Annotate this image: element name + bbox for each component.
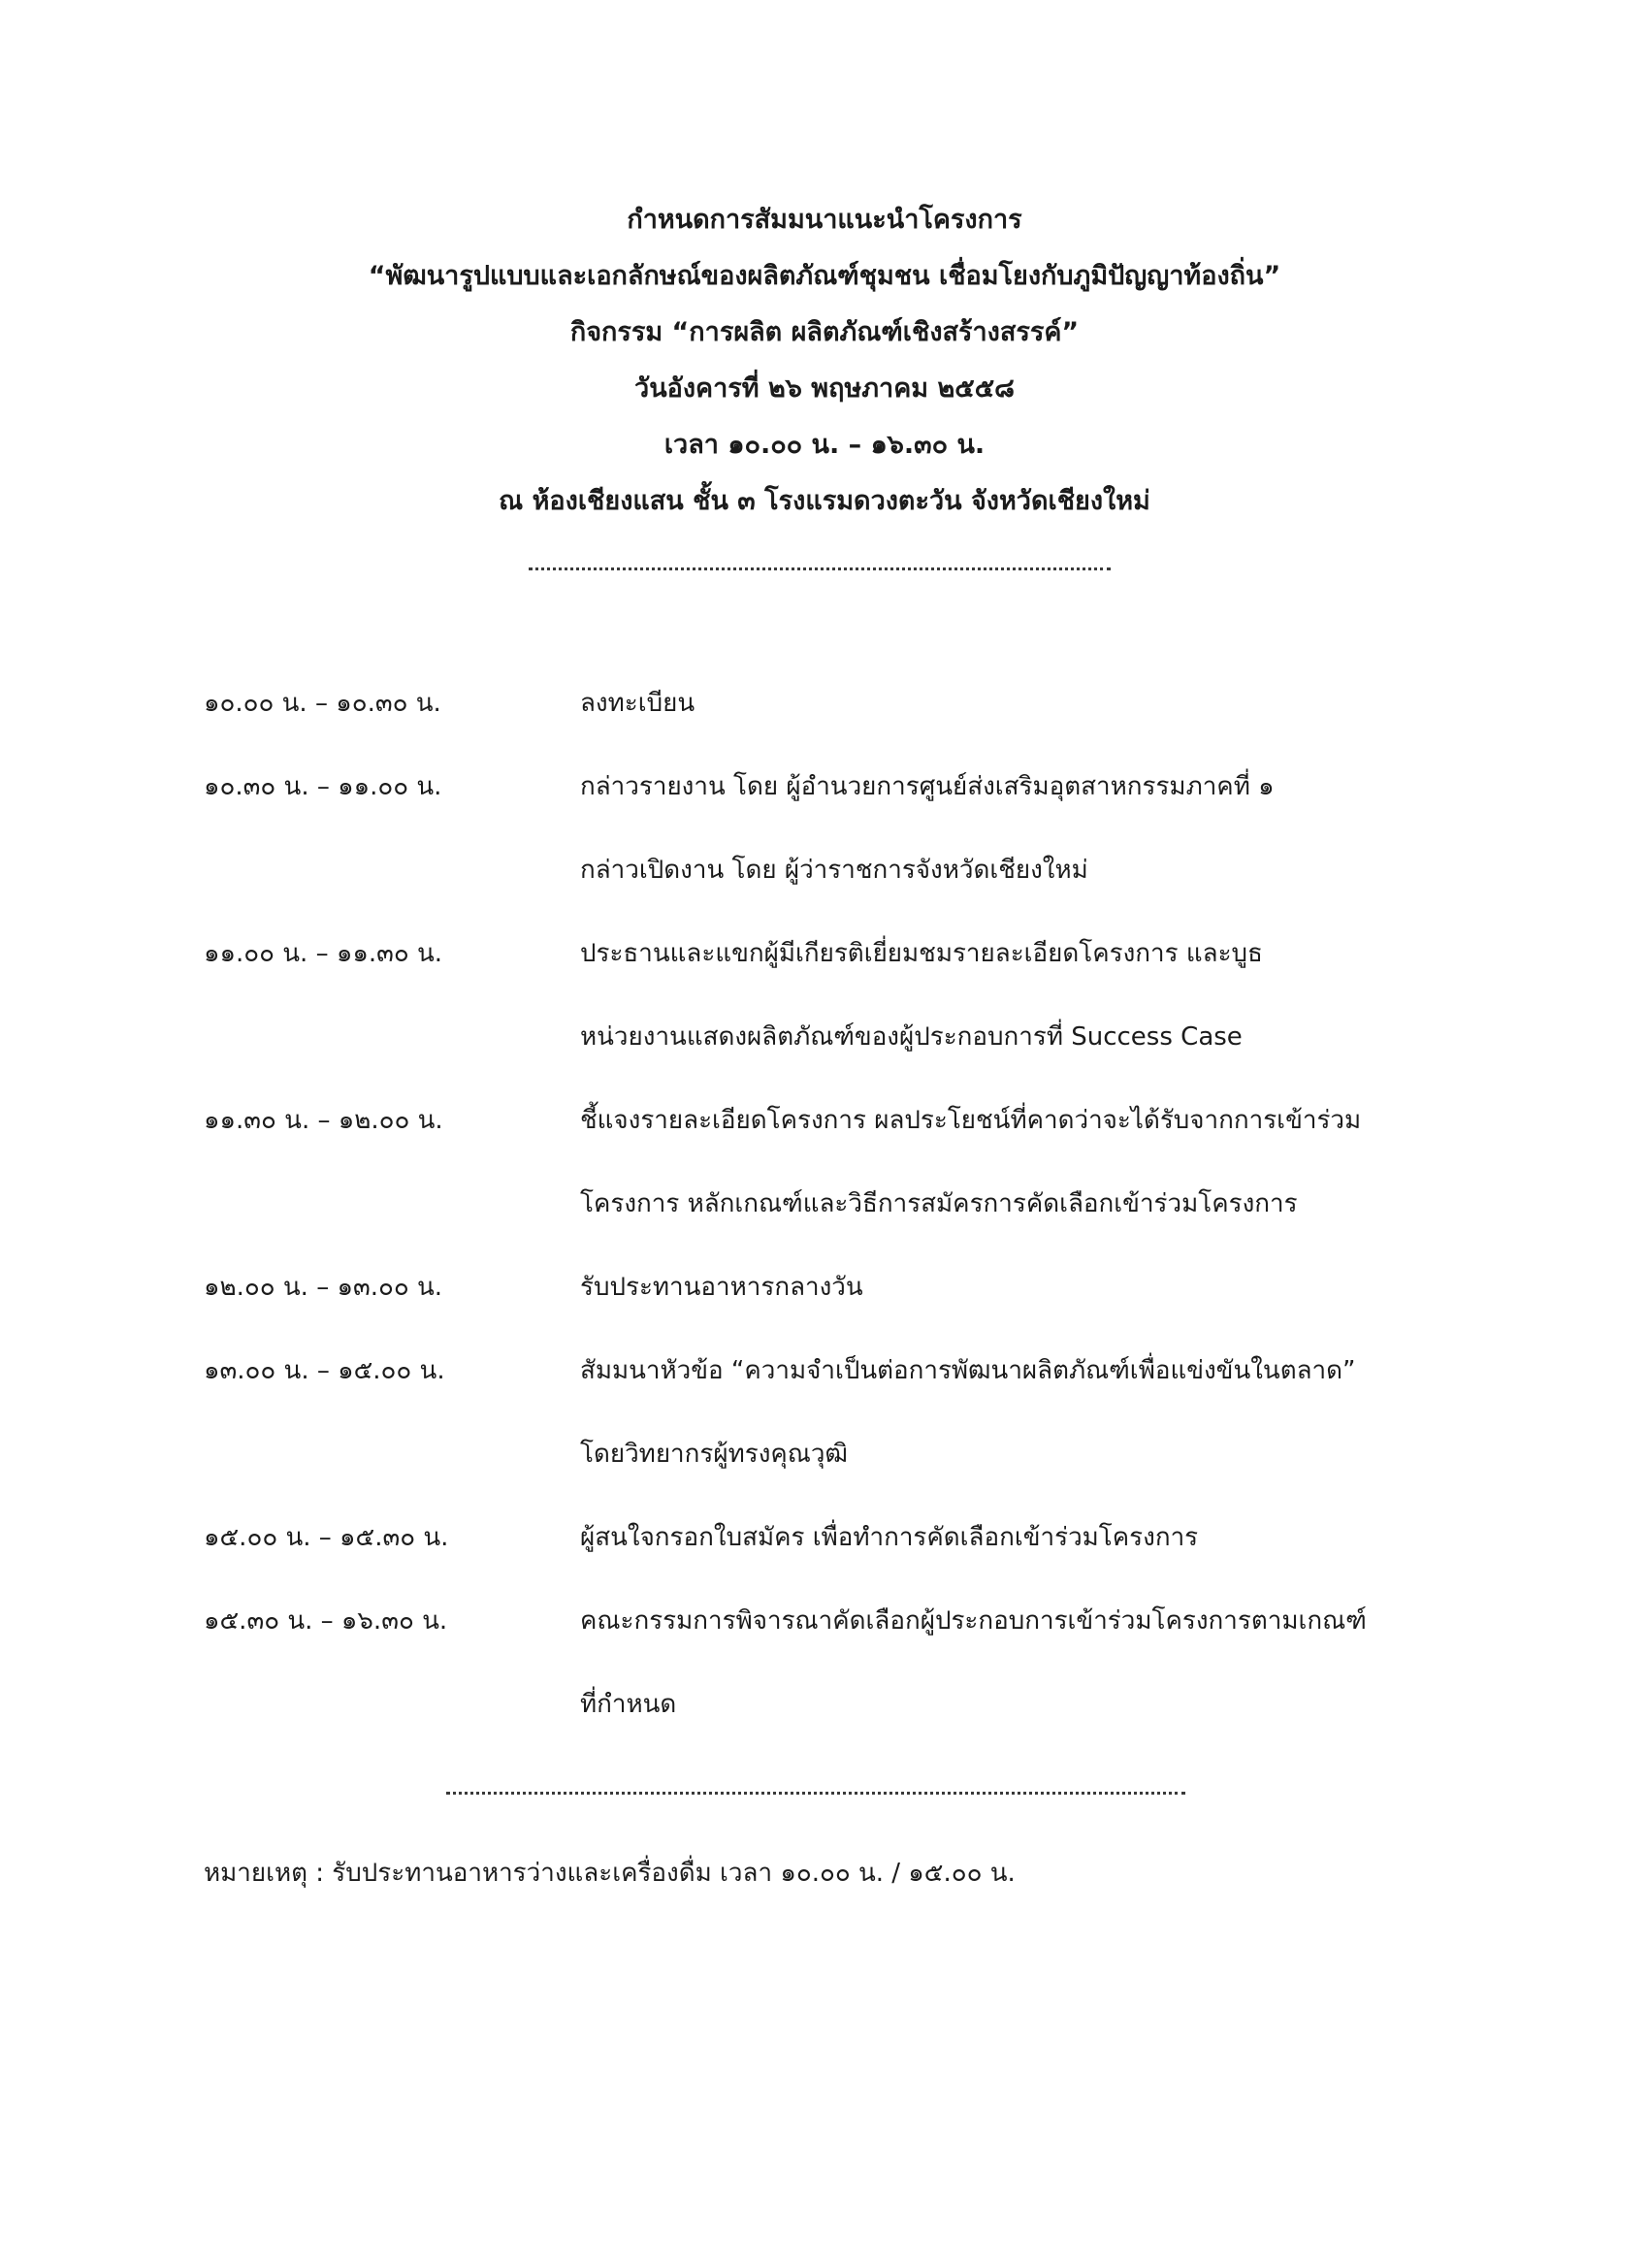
header-line-3: กิจกรรม “การผลิต ผลิตภัณฑ์เชิงสร้างสรรค์”	[569, 317, 1080, 347]
schedule-row	[0, 1350, 1649, 1434]
schedule-row	[0, 1601, 1649, 1684]
schedule-time: ๑๑.๐๐ น. – ๑๑.๓๐ น.	[204, 939, 443, 968]
schedule-row	[0, 683, 1649, 766]
schedule-description: กล่าวเปิดงาน โดย ผู้ว่าราชการจังหวัดเชียงใหม่	[580, 856, 1088, 885]
schedule-description: สัมมนาหัวข้อ “ความจำเป็นต่อการพัฒนาผลิตภัณฑ์เพื่อแข่งขันในตลาด”	[580, 1356, 1356, 1385]
schedule-row	[0, 766, 1649, 850]
schedule-time: ๑๐.๐๐ น. – ๑๐.๓๐ น.	[204, 689, 441, 718]
schedule-description: ผู้สนใจกรอกใบสมัคร เพื่อทำการคัดเลือกเข้าร่วมโครงการ	[580, 1523, 1199, 1552]
schedule-description: ที่กำหนด	[580, 1690, 677, 1719]
schedule-row	[0, 1100, 1649, 1183]
schedule-row	[0, 1684, 1649, 1767]
schedule-row	[0, 850, 1649, 933]
schedule-description: กล่าวรายงาน โดย ผู้อำนวยการศูนย์ส่งเสริมอุตสาหกรรมภาคที่ ๑	[580, 772, 1275, 801]
schedule-description: โดยวิทยากรผู้ทรงคุณวุฒิ	[580, 1440, 848, 1469]
header-line-6: ณ ห้องเชียงแสน ชั้น ๓ โรงแรมดวงตะวัน จังหวัดเชียงใหม่	[499, 486, 1150, 516]
schedule-description: คณะกรรมการพิจารณาคัดเลือกผู้ประกอบการเข้าร่วมโครงการตามเกณฑ์	[580, 1606, 1367, 1636]
schedule-time: ๑๕.๐๐ น. – ๑๕.๓๐ น.	[204, 1523, 449, 1552]
header-line-1: กำหนดการสัมมนาแนะนำโครงการ	[627, 205, 1022, 235]
schedule-row	[0, 1183, 1649, 1267]
schedule-description: โครงการ หลักเกณฑ์และวิธีการสมัครการคัดเลือกเข้าร่วมโครงการ	[580, 1189, 1298, 1218]
schedule-description: ลงทะเบียน	[580, 689, 695, 718]
schedule-time: ๑๒.๐๐ น. – ๑๓.๐๐ น.	[204, 1273, 443, 1302]
schedule-row	[0, 933, 1649, 1017]
footnote: หมายเหตุ : รับประทานอาหารว่างและเครื่องดื่ม เวลา ๑๐.๐๐ น. / ๑๕.๐๐ น.	[204, 1859, 1016, 1888]
schedule-description: ชี้แจงรายละเอียดโครงการ ผลประโยชน์ที่คาดว่าจะได้รับจากการเข้าร่วม	[580, 1106, 1362, 1135]
schedule-time: ๑๐.๓๐ น. – ๑๑.๐๐ น.	[204, 772, 442, 801]
schedule-row	[0, 1517, 1649, 1601]
schedule-description: รับประทานอาหารกลางวัน	[580, 1273, 863, 1302]
document-header	[0, 192, 1649, 530]
schedule-time: ๑๕.๓๐ น. – ๑๖.๓๐ น.	[204, 1606, 448, 1636]
dotted-divider-top	[529, 567, 1111, 570]
schedule-description: หน่วยงานแสดงผลิตภัณฑ์ของผู้ประกอบการที่ Success Case	[580, 1022, 1243, 1052]
schedule-row	[0, 1267, 1649, 1350]
schedule-description: ประธานและแขกผู้มีเกียรติเยี่ยมชมรายละเอียดโครงการ และบูธ	[580, 939, 1263, 968]
schedule-time: ๑๓.๐๐ น. – ๑๕.๐๐ น.	[204, 1356, 445, 1385]
schedule-row	[0, 1017, 1649, 1100]
header-line-5: เวลา ๑๐.๐๐ น. – ๑๖.๓๐ น.	[663, 430, 986, 460]
header-line-4: วันอังคารที่ ๒๖ พฤษภาคม ๒๕๕๘	[634, 373, 1015, 404]
header-line-2: “พัฒนารูปแบบและเอกลักษณ์ของผลิตภัณฑ์ชุมชน เชื่อมโยงกับภูมิปัญญาท้องถิ่น”	[368, 261, 1281, 291]
schedule-row	[0, 1434, 1649, 1517]
dotted-divider-bottom	[446, 1792, 1185, 1795]
schedule-time: ๑๑.๓๐ น. – ๑๒.๐๐ น.	[204, 1106, 443, 1135]
